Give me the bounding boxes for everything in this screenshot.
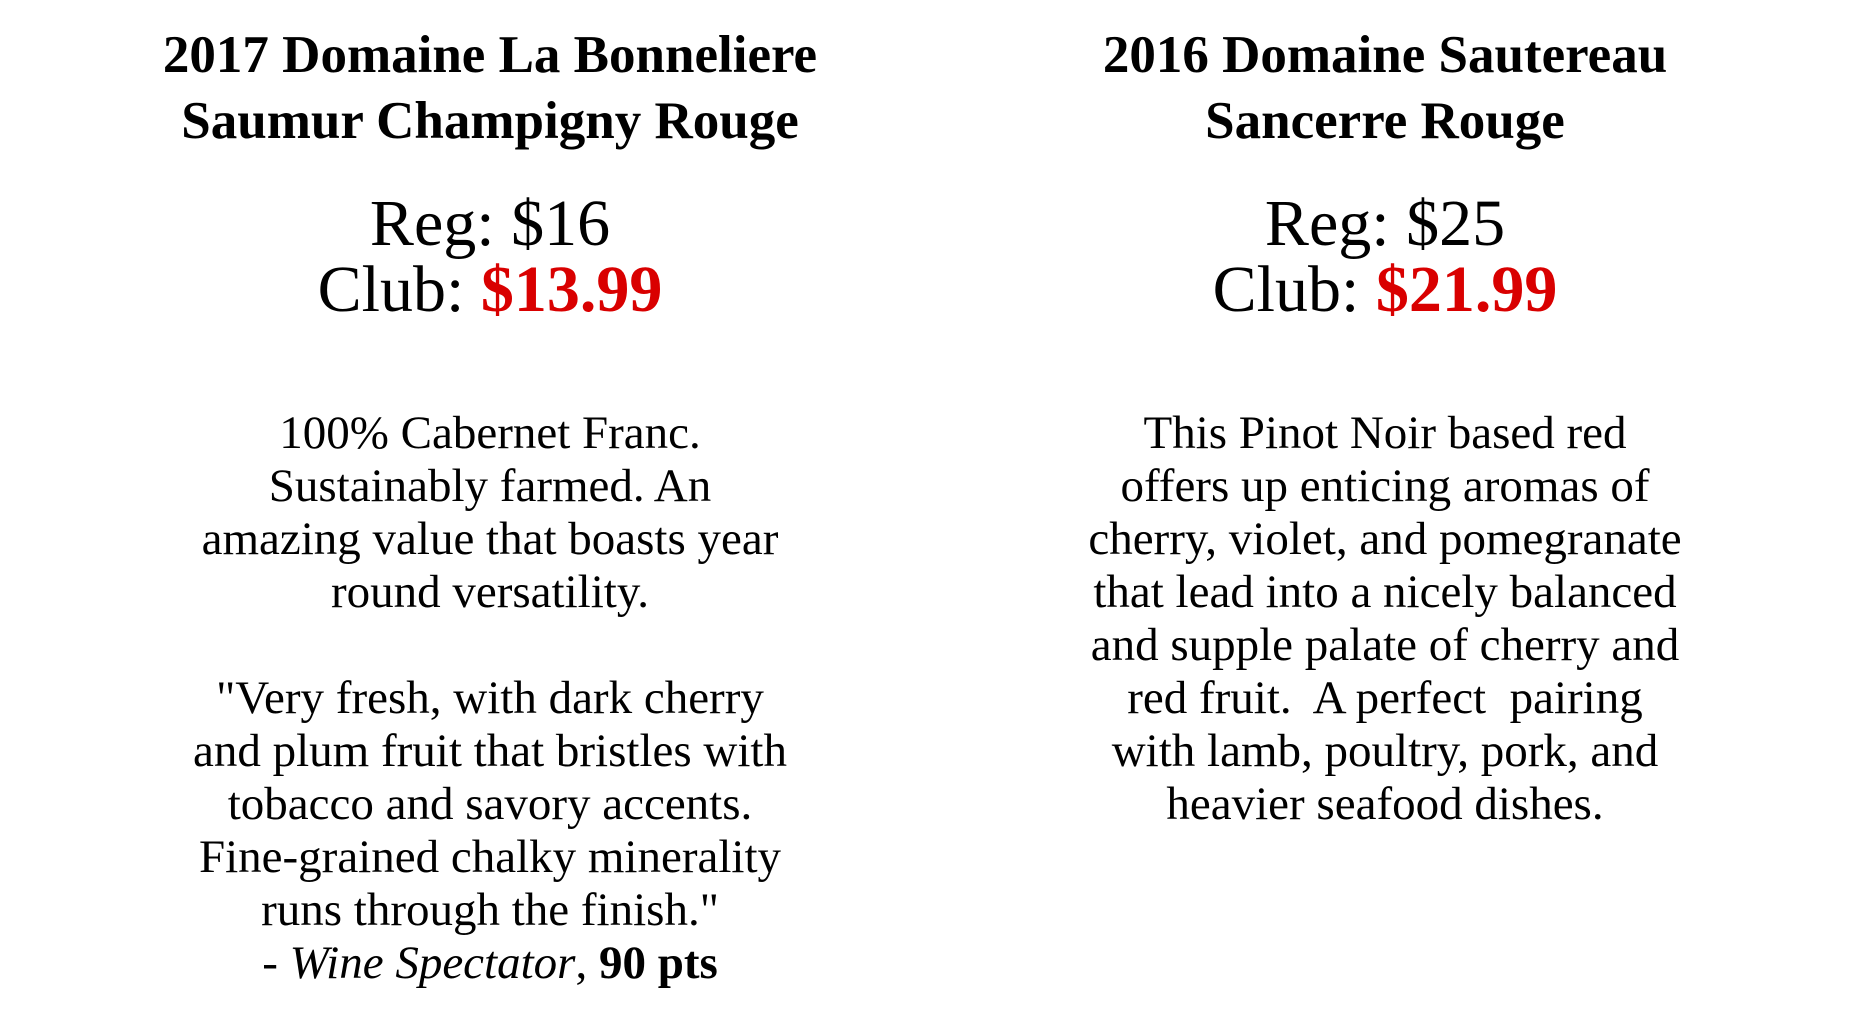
club-price-row bbox=[0, 253, 980, 326]
attribution-prefix: - bbox=[262, 937, 290, 989]
review-score: 90 pts bbox=[598, 937, 718, 989]
regular-price: $25 bbox=[1406, 187, 1506, 260]
quote-line: "Very fresh, with dark cherry bbox=[216, 672, 764, 724]
regular-price-label: Reg: bbox=[1264, 187, 1390, 260]
club-price-row bbox=[895, 253, 1875, 326]
description-line: and supple palate of cherry and bbox=[1090, 619, 1680, 671]
wine-title-line: Saumur Champigny Rouge bbox=[181, 92, 799, 150]
description-line: This Pinot Noir based red bbox=[1143, 407, 1627, 459]
review-attribution bbox=[0, 937, 980, 990]
description-line: round versatility. bbox=[330, 566, 650, 618]
wine-description bbox=[895, 407, 1875, 831]
regular-price-row bbox=[895, 187, 1875, 260]
club-price-label: Club: bbox=[317, 253, 465, 326]
quote-line: tobacco and savory accents. bbox=[227, 778, 753, 830]
quote-line: runs through the finish." bbox=[261, 884, 719, 936]
description-line: with lamb, poultry, pork, and bbox=[1111, 725, 1659, 777]
pricing bbox=[895, 187, 1875, 326]
description-line: amazing value that boasts year bbox=[201, 513, 779, 565]
club-price: $13.99 bbox=[480, 253, 663, 326]
review-source: Wine Spectator bbox=[289, 937, 576, 989]
description-line: 100% Cabernet Franc. bbox=[279, 407, 701, 459]
wine-card-bonneliere bbox=[0, 22, 980, 990]
description-line: Sustainably farmed. An bbox=[268, 460, 712, 512]
regular-price: $16 bbox=[511, 187, 611, 260]
wine-card-sautereau bbox=[895, 22, 1875, 831]
wine-title-line: 2017 Domaine La Bonneliere bbox=[162, 26, 818, 84]
club-price: $21.99 bbox=[1375, 253, 1558, 326]
quote-line: Fine-grained chalky minerality bbox=[198, 831, 782, 883]
description-line: that lead into a nicely balanced bbox=[1093, 566, 1677, 618]
wine-title bbox=[895, 22, 1875, 154]
pricing bbox=[0, 187, 980, 326]
description-line: offers up enticing aromas of bbox=[1120, 460, 1650, 512]
regular-price-label: Reg: bbox=[369, 187, 495, 260]
regular-price-row bbox=[0, 187, 980, 260]
club-price-label: Club: bbox=[1212, 253, 1360, 326]
wine-description bbox=[0, 407, 980, 990]
wine-title bbox=[0, 22, 980, 154]
quote-line: and plum fruit that bristles with bbox=[193, 725, 787, 777]
description-line: red fruit. A perfect pairing bbox=[1127, 672, 1643, 724]
wine-title-line: Sancerre Rouge bbox=[1205, 92, 1565, 150]
attribution-separator: , bbox=[575, 937, 599, 989]
wine-title-line: 2016 Domaine Sautereau bbox=[1102, 26, 1668, 84]
description-line: cherry, violet, and pomegranate bbox=[1088, 513, 1682, 565]
description-line: heavier seafood dishes. bbox=[1166, 778, 1604, 830]
paragraph-gap bbox=[0, 619, 980, 672]
